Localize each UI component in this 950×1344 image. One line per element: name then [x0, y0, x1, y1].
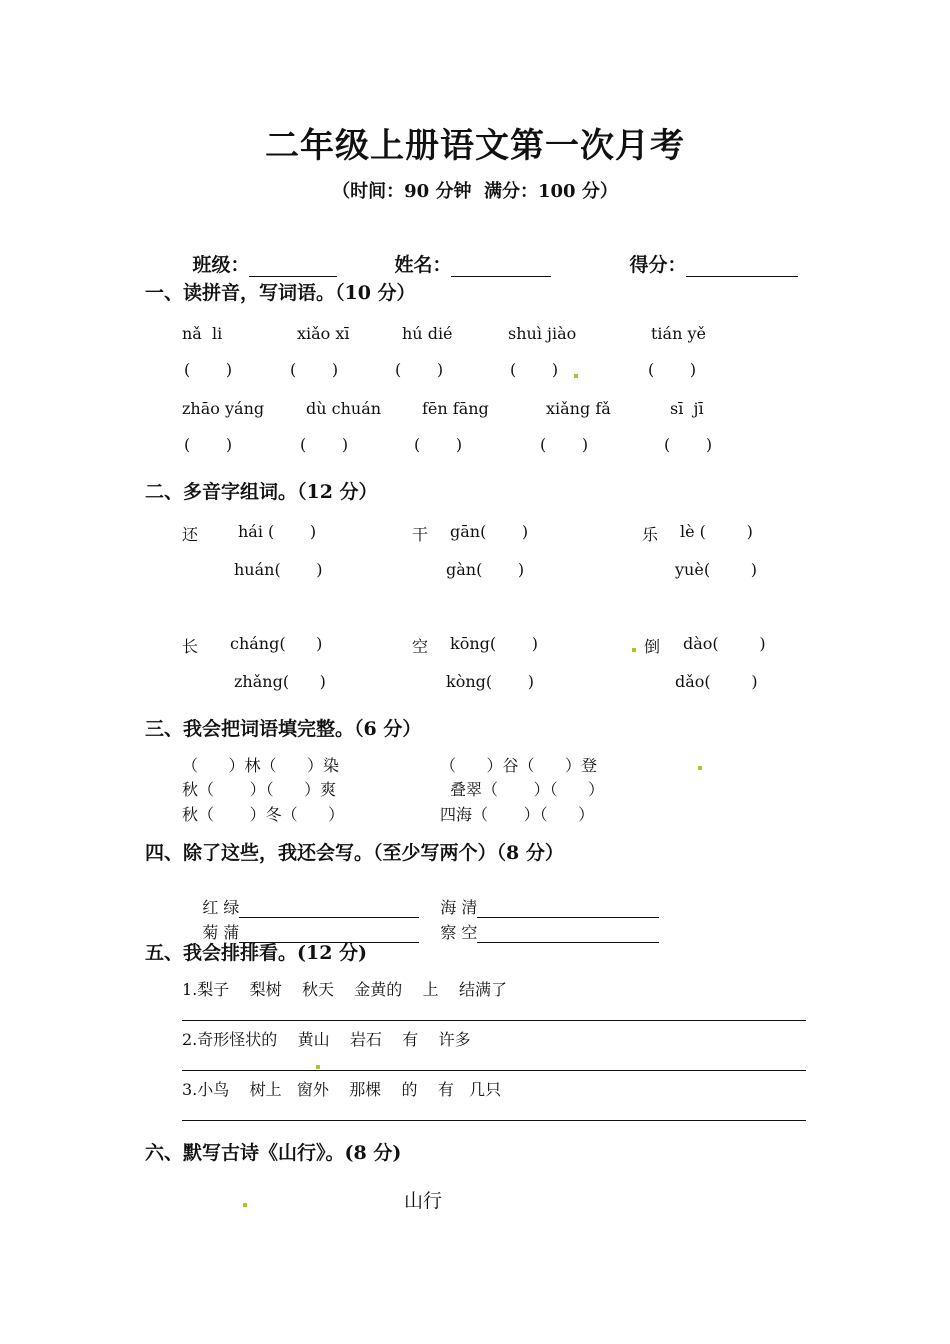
- reading-d2[interactable]: zhǎng( ): [234, 672, 326, 691]
- class-blank[interactable]: [249, 256, 337, 277]
- section-6-heading: 六、默写古诗《山行》。(8 分): [145, 1142, 402, 1164]
- polyphone-char-dao: 倒: [644, 637, 661, 656]
- answer-box-1-1[interactable]: ( ): [184, 360, 233, 379]
- reading-c1[interactable]: lè ( ): [680, 522, 753, 541]
- idiom-2a[interactable]: 秋（ ）（ ）爽: [182, 780, 337, 799]
- reading-b1[interactable]: gān( ): [450, 522, 529, 541]
- write-item-3-label: 菊 蒲: [202, 923, 240, 942]
- answer-box-2-3[interactable]: ( ): [414, 435, 463, 454]
- polyphone-char-chang: 长: [182, 637, 199, 656]
- write-item-4-blank[interactable]: [477, 924, 659, 943]
- pinyin-2-5: sī jī: [670, 399, 704, 418]
- section-2-heading: 二、多音字组词。（12 分）: [145, 481, 378, 503]
- reading-b2[interactable]: gàn( ): [446, 560, 525, 579]
- answer-box-1-2[interactable]: ( ): [290, 360, 339, 379]
- score-field: [603, 228, 798, 299]
- idiom-1a[interactable]: （ ）林（ ）染: [182, 756, 340, 775]
- pinyin-1-2: xiǎo xī: [297, 324, 350, 343]
- answer-box-2-5[interactable]: ( ): [664, 435, 713, 454]
- answer-box-2-2[interactable]: ( ): [300, 435, 349, 454]
- polyphone-char-le: 乐: [642, 525, 659, 544]
- answer-box-1-3[interactable]: ( ): [395, 360, 444, 379]
- sentence-answer-line-3[interactable]: [182, 1120, 806, 1121]
- pinyin-2-4: xiǎng fǎ: [546, 399, 611, 418]
- reading-a1[interactable]: hái ( ): [238, 522, 317, 541]
- write-item-1-label: 红 绿: [202, 898, 240, 917]
- name-label: 姓名：: [394, 254, 452, 276]
- sentence-question-1: 1.梨子 梨树 秋天 金黄的 上 结满了: [182, 980, 507, 999]
- polyphone-char-huan: 还: [182, 525, 199, 544]
- score-blank[interactable]: [686, 256, 798, 277]
- score-label: 得分：: [629, 254, 687, 276]
- pinyin-2-1: zhāo yáng: [182, 399, 265, 418]
- answer-box-1-4[interactable]: ( ): [510, 360, 559, 379]
- scan-speck: [698, 766, 702, 770]
- sentence-question-2: 2.奇形怪状的 黄山 岩石 有 许多: [182, 1030, 471, 1049]
- polyphone-char-gan: 干: [412, 525, 429, 544]
- pinyin-1-1: nǎ li: [182, 324, 223, 343]
- answer-box-2-4[interactable]: ( ): [540, 435, 589, 454]
- reading-f1[interactable]: dào( ): [683, 634, 766, 653]
- poem-title: 山行: [404, 1190, 443, 1212]
- scan-speck: [574, 374, 578, 378]
- class-label: 班级：: [192, 254, 250, 276]
- write-item-4: [420, 901, 659, 962]
- polyphone-char-kong: 空: [412, 637, 429, 656]
- scan-speck: [632, 648, 636, 652]
- page-title: 二年级上册语文第一次月考: [265, 126, 685, 166]
- pinyin-1-5: tián yě: [651, 324, 706, 343]
- answer-box-1-5[interactable]: ( ): [648, 360, 697, 379]
- pinyin-1-3: hú dié: [402, 324, 453, 343]
- reading-c2[interactable]: yuè( ): [675, 560, 757, 579]
- idiom-2b[interactable]: 叠翠（ ）（ ）: [450, 780, 605, 799]
- write-item-2-label: 海 清: [440, 898, 478, 917]
- pinyin-1-4: shuì jiào: [508, 324, 577, 343]
- scan-speck: [243, 1203, 247, 1207]
- sentence-answer-line-2[interactable]: [182, 1070, 806, 1071]
- sentence-question-3: 3.小鸟 树上 窗外 那棵 的 有 几只: [182, 1080, 502, 1099]
- idiom-1b[interactable]: （ ）谷（ ）登: [440, 756, 598, 775]
- name-blank[interactable]: [451, 256, 551, 277]
- section-3-heading: 三、我会把词语填完整。（6 分）: [145, 718, 422, 740]
- reading-f2[interactable]: dǎo( ): [675, 672, 758, 691]
- page-subtitle: （时间：90 分钟 满分：100 分）: [332, 181, 618, 202]
- section-5-heading: 五、我会排排看。(12 分): [145, 942, 368, 964]
- write-item-4-label: 察 空: [440, 923, 478, 942]
- reading-e1[interactable]: kōng( ): [450, 634, 538, 653]
- idiom-3b[interactable]: 四海（ ）（ ）: [440, 805, 595, 824]
- section-1-heading: 一、读拼音，写词语。（10 分）: [145, 282, 416, 304]
- idiom-3a[interactable]: 秋（ ）冬（ ）: [182, 805, 345, 824]
- answer-box-2-1[interactable]: ( ): [184, 435, 233, 454]
- section-4-heading: 四、除了这些，我还会写。（至少写两个）（8 分）: [145, 842, 564, 864]
- reading-d1[interactable]: cháng( ): [230, 634, 323, 653]
- reading-a2[interactable]: huán( ): [234, 560, 323, 579]
- pinyin-2-3: fēn fāng: [422, 399, 489, 418]
- pinyin-2-2: dù chuán: [306, 399, 382, 418]
- sentence-answer-line-1[interactable]: [182, 1020, 806, 1021]
- reading-e2[interactable]: kòng( ): [446, 672, 534, 691]
- scan-speck: [316, 1065, 320, 1069]
